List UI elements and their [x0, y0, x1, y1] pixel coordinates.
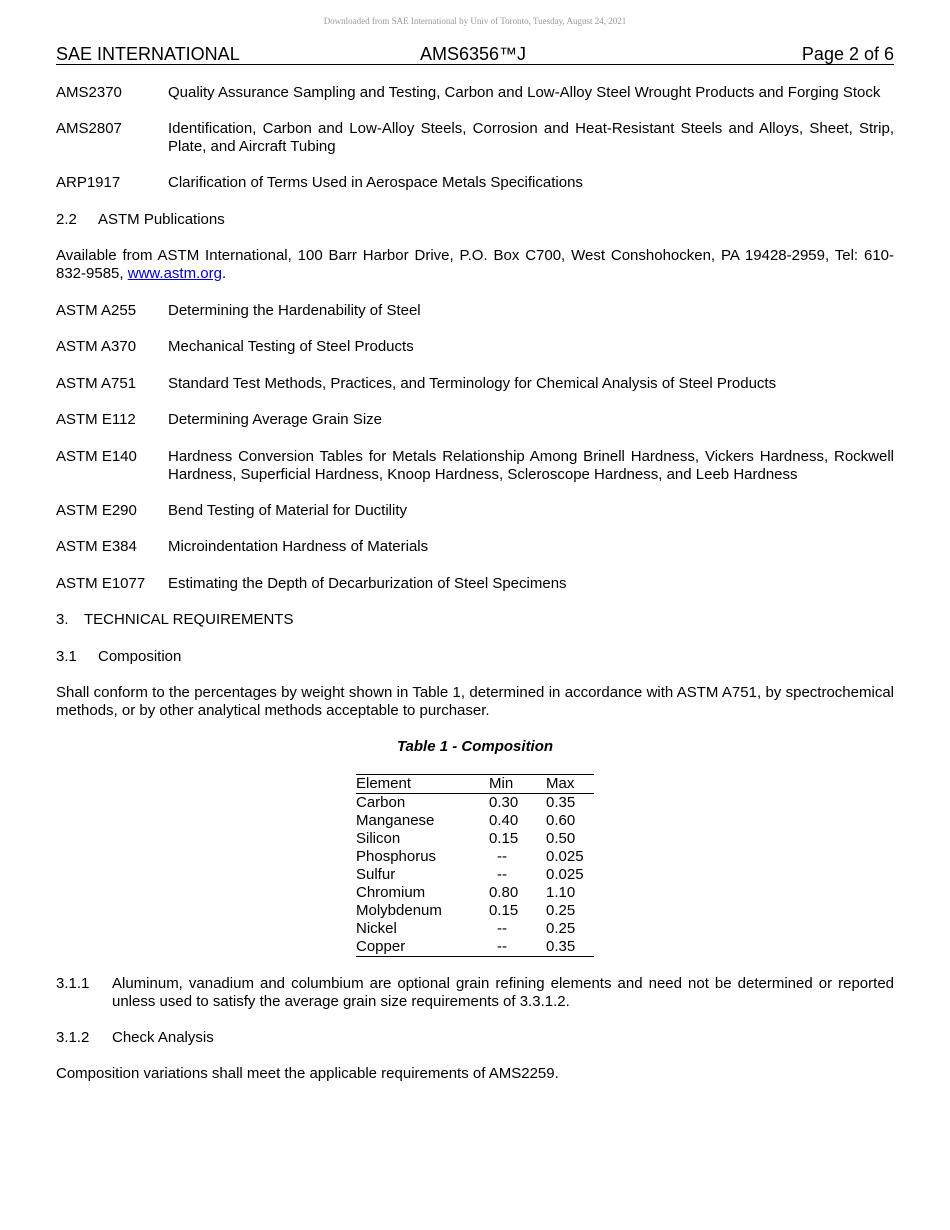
max-cell: 0.025	[546, 848, 584, 865]
reference-astm-a255	[56, 302, 894, 320]
header-min: Min	[489, 775, 546, 794]
composition-paragraph: Shall conform to the percentages by weight shown in Table 1, determined in accordance with ASTM A751, by spectrochemical methods, or by other analytical methods acceptable to purchaser.	[56, 684, 894, 719]
min-cell: 0.15	[489, 902, 519, 919]
max-cell: 1.10	[546, 884, 576, 901]
reference-code: ASTM E384	[56, 538, 137, 555]
reference-title: Microindentation Hardness of Materials	[168, 538, 429, 555]
section-number: 3.1.2	[56, 1029, 90, 1046]
reference-astm-a370	[56, 338, 894, 356]
section-2-2-heading	[56, 211, 894, 229]
reference-arp1917	[56, 174, 894, 192]
min-cell: --	[489, 938, 546, 957]
check-analysis-paragraph: Composition variations shall meet the applicable requirements of AMS2259.	[56, 1065, 559, 1082]
section-number: 3.	[56, 611, 69, 628]
document-number: AMS6356™J	[420, 44, 527, 64]
download-watermark: Downloaded from SAE International by Univ of Toronto, Tuesday, August 24, 2021	[323, 16, 627, 26]
page-number: Page 2 of 6	[801, 44, 894, 64]
section-title: Composition	[98, 648, 182, 665]
table-row	[356, 902, 594, 920]
max-cell: 0.35	[546, 794, 576, 811]
section-3-1-heading	[56, 648, 894, 666]
max-cell: 0.60	[546, 812, 576, 829]
reference-code: ASTM E140	[56, 448, 137, 465]
element-cell: Copper	[356, 938, 489, 957]
section-3-1-2-heading	[56, 1029, 894, 1047]
reference-title: Standard Test Methods, Practices, and Terminology for Chemical Analysis of Steel Products	[168, 375, 777, 392]
element-cell: Silicon	[356, 830, 401, 847]
reference-code: ASTM A751	[56, 375, 137, 392]
element-cell: Molybdenum	[356, 902, 442, 919]
element-cell: Phosphorus	[356, 848, 437, 865]
table-row	[356, 794, 594, 813]
element-cell: Nickel	[356, 920, 397, 937]
table-row	[356, 938, 594, 957]
reference-astm-e112	[56, 411, 894, 429]
section-title: ASTM Publications	[98, 211, 225, 228]
astm-availability-paragraph: Available from ASTM International, 100 Barr Harbor Drive, P.O. Box C700, West Conshohocken, PA 19428-2959, Tel: 610-832-9585, www.astm.org.	[56, 247, 894, 282]
section-number: 2.2	[56, 211, 77, 228]
table-row	[356, 812, 594, 830]
table-caption: Table 1 - Composition	[396, 738, 554, 755]
publisher-name: SAE INTERNATIONAL	[56, 44, 240, 64]
reference-title: Determining Average Grain Size	[168, 411, 382, 428]
page-header	[56, 44, 894, 65]
reference-title: Clarification of Terms Used in Aerospace Metals Specifications	[168, 174, 583, 191]
table-header-row	[356, 775, 594, 794]
reference-code: AMS2370	[56, 84, 122, 101]
reference-code: ASTM E1077	[56, 575, 146, 592]
reference-astm-e384	[56, 538, 894, 556]
reference-title: Bend Testing of Material for Ductility	[168, 502, 407, 519]
reference-title: Quality Assurance Sampling and Testing, Carbon and Low-Alloy Steel Wrought Products and Forging Stock	[168, 84, 881, 101]
section-number: 3.1.1	[56, 975, 90, 992]
max-cell: 0.25	[546, 920, 576, 937]
reference-title: Determining the Hardenability of Steel	[168, 302, 421, 319]
reference-ams2807	[56, 120, 894, 156]
reference-astm-a751	[56, 375, 894, 393]
reference-code: ARP1917	[56, 174, 121, 191]
astm-website-link[interactable]: www.astm.org	[127, 265, 222, 282]
table-row	[356, 920, 594, 938]
section-number: 3.1	[56, 648, 77, 665]
table-row	[356, 884, 594, 902]
table-row	[356, 848, 594, 866]
min-cell: --	[497, 920, 507, 937]
reference-code: ASTM A255	[56, 302, 137, 319]
composition-table	[356, 774, 594, 957]
section-title: Check Analysis	[112, 1029, 214, 1046]
reference-title: Mechanical Testing of Steel Products	[168, 338, 414, 355]
element-cell: Carbon	[356, 794, 406, 811]
min-cell: 0.80	[489, 884, 519, 901]
reference-title: Identification, Carbon and Low-Alloy Steels, Corrosion and Heat-Resistant Steels and Alloys, Sheet, Strip, Plate, and Aircraft Tubing	[168, 120, 894, 155]
max-cell: 0.025	[546, 866, 584, 883]
max-cell: 0.50	[546, 830, 576, 847]
reference-astm-e140	[56, 448, 894, 484]
reference-code: ASTM E290	[56, 502, 137, 519]
min-cell: --	[497, 866, 507, 883]
section-title: TECHNICAL REQUIREMENTS	[84, 611, 294, 628]
min-cell: 0.15	[489, 830, 519, 847]
section-3-heading	[56, 611, 894, 629]
section-text: Aluminum, vanadium and columbium are optional grain refining elements and need not be determined or reported unless used to satisfy the average grain size requirements of 3.3.1.2.	[112, 975, 894, 1010]
table-row	[356, 866, 594, 884]
reference-title: Hardness Conversion Tables for Metals Relationship Among Brinell Hardness, Vickers Hardness, Rockwell Hardness, Superficial Hardness, Knoop Hardness, Scleroscope Hardness, and Leeb Hardness	[168, 448, 894, 483]
max-cell: 0.35	[546, 938, 594, 957]
table-row	[356, 830, 594, 848]
reference-astm-e290	[56, 502, 894, 520]
min-cell: --	[497, 848, 507, 865]
min-cell: 0.40	[489, 812, 519, 829]
reference-ams2370	[56, 84, 894, 102]
reference-astm-e1077	[56, 575, 894, 593]
header-max: Max	[546, 775, 594, 794]
reference-code: AMS2807	[56, 120, 122, 137]
section-3-1-1	[56, 975, 894, 1011]
header-element: Element	[356, 775, 489, 794]
element-cell: Manganese	[356, 812, 435, 829]
reference-code: ASTM E112	[56, 411, 136, 428]
max-cell: 0.25	[546, 902, 576, 919]
min-cell: 0.30	[489, 794, 519, 811]
reference-title: Estimating the Depth of Decarburization of Steel Specimens	[168, 575, 567, 592]
element-cell: Sulfur	[356, 866, 396, 883]
reference-code: ASTM A370	[56, 338, 137, 355]
element-cell: Chromium	[356, 884, 426, 901]
